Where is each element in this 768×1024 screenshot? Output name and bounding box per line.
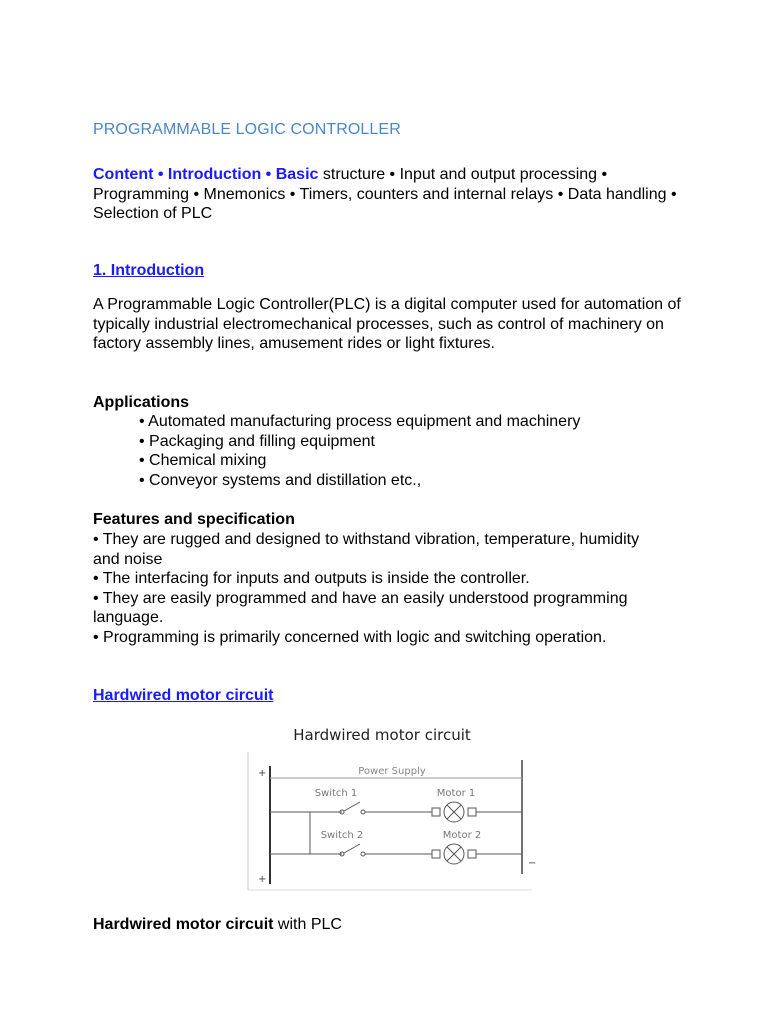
- list-item: • Automated manufacturing process equipment and machinery: [139, 413, 581, 430]
- switch-1-label: Switch 1: [314, 788, 358, 799]
- contents-paragraph: [93, 165, 693, 224]
- section-introduction-link[interactable]: 1. Introduction: [93, 262, 205, 279]
- plc-caption-bold: Hardwired motor circuit: [93, 916, 274, 933]
- hardwired-motor-circuit-link[interactable]: Hardwired motor circuit: [93, 687, 274, 704]
- list-item: • Packaging and filling equipment: [139, 432, 375, 450]
- plus-bottom-label: +: [258, 874, 267, 885]
- list-item: • The interfacing for inputs and outputs is inside the controller.: [93, 570, 530, 588]
- figure-title: Hardwired motor circuit: [293, 726, 471, 744]
- motor-2-label: Motor 2: [442, 830, 482, 841]
- hardwired-motor-circuit-figure: [232, 716, 542, 894]
- motor-1-label: Motor 1: [436, 788, 476, 799]
- plc-caption-rest: with PLC: [273, 916, 342, 933]
- applications-list: [93, 412, 739, 490]
- power-supply-label: Power Supply: [358, 766, 426, 777]
- minus-label: −: [528, 858, 537, 869]
- applications-heading: Applications: [93, 394, 190, 411]
- list-item: • Programming is primarily concerned with logic and switching operation.: [93, 628, 607, 646]
- list-item: • Chemical mixing: [139, 452, 267, 470]
- plc-caption: [93, 915, 693, 935]
- contents-rest: structure • Input and output processing • Programming • Mnemonics • Timers, counters and internal relays • Data handling • Selection of PLC: [93, 166, 677, 223]
- page-title: PROGRAMMABLE LOGIC CONTROLLER: [93, 121, 401, 138]
- introduction-body: A Programmable Logic Controller(PLC) is a digital computer used for automation of typically industrial electromechanical processes, such as control of machinery on factory assembly lines, amusement rides or light fixtures.: [93, 296, 681, 353]
- list-item: • They are rugged and designed to withstand vibration, temperature, humidity and noise: [93, 531, 640, 568]
- list-item: • They are easily programmed and have an easily understood programming language.: [93, 589, 628, 627]
- contents-highlight: Content • Introduction • Basic: [93, 166, 319, 183]
- features-heading: Features and specification: [93, 511, 295, 528]
- features-list: [93, 530, 653, 648]
- switch-2-label: Switch 2: [320, 830, 364, 841]
- list-item: • Conveyor systems and distillation etc.,: [139, 471, 422, 489]
- plus-top-label: +: [258, 768, 267, 779]
